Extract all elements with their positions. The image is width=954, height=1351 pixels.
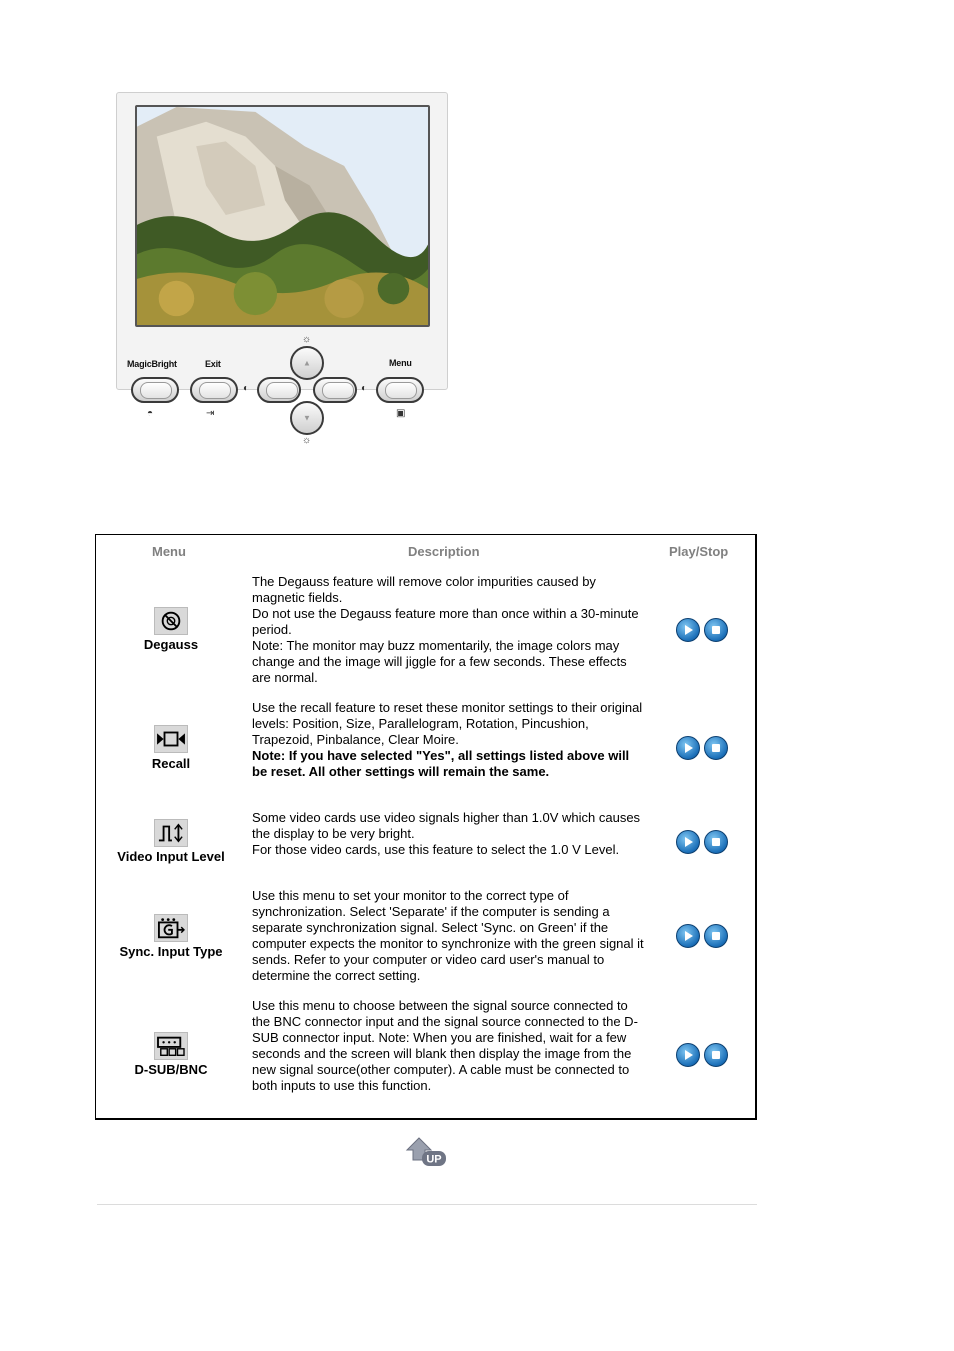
row-desc-recall: Use the recall feature to reset these monitor settings to their original levels: Position, Size, Parallelogram, Rotation, Pincushion, Trapezoid, Pinbalance, Clear Moire. Note: If you have selected "Yes", all settings listed above will be reset. All other settings will remain the same. [252, 700, 643, 779]
stop-button-dsub-bnc[interactable] [704, 1043, 728, 1067]
row-desc-degauss: The Degauss feature will remove color impurities caused by magnetic fields. Do not use the Degauss feature more than once within a 30-minute period. Note: The monitor may buzz momentarily, the image colors may change and the image will jiggle for a few seconds. These effects are normal. [252, 574, 639, 685]
recall-icon [154, 725, 188, 753]
stop-button-degauss[interactable] [704, 618, 728, 642]
exit-label: Exit [205, 359, 221, 369]
dsub-bnc-icon [154, 1032, 188, 1060]
horizontal-divider [97, 1204, 757, 1205]
row-name-dsub-bnc: D-SUB/BNC [134, 1062, 208, 1077]
video-input-level-icon [154, 819, 188, 847]
row-name-recall: Recall [151, 756, 191, 771]
header-menu: Menu [152, 544, 186, 559]
play-button-dsub-bnc[interactable] [676, 1043, 700, 1067]
monitor-screen-image [135, 105, 430, 327]
up-label: UP [426, 1153, 442, 1166]
row-desc-sync-input-type: Use this menu to set your monitor to the correct type of synchronization. Select 'Separate' if the computer is sending a separate synchronization signal. Select 'Sync. on Green' if the computer expects the monitor to synchronize with the green signal it sends. Refer to your computer or video card user's manual to determine the correct setting. [252, 888, 644, 983]
stop-button-video-input-level[interactable] [704, 830, 728, 854]
row-desc-video-input-level: Some video cards use video signals higher than 1.0V which causes the display to be very bright. For those video cards, use this feature to select the 1.0 V Level. [252, 810, 641, 857]
exit-icon: ⇥ [206, 408, 215, 419]
stop-button-sync-input-type[interactable] [704, 924, 728, 948]
play-button-sync-input-type[interactable] [676, 924, 700, 948]
up-triangle-icon: ▲ [303, 358, 311, 368]
right-button[interactable] [313, 377, 357, 403]
magicbright-label: MagicBright [127, 359, 177, 369]
header-description: Description [408, 544, 480, 559]
degauss-icon [154, 607, 188, 635]
menu-button[interactable] [376, 377, 424, 403]
down-button[interactable] [290, 401, 324, 435]
brightness-icon: ☼ [302, 334, 312, 345]
down-triangle-icon: ▼ [303, 413, 311, 423]
contrast-icon: ◐ [243, 383, 250, 394]
brightness-icon: ☼ [302, 435, 312, 446]
play-button-degauss[interactable] [676, 618, 700, 642]
header-play-stop: Play/Stop [669, 544, 729, 559]
contrast-icon: ◐ [361, 383, 368, 394]
back-to-top-up-icon[interactable] [405, 1136, 447, 1168]
row-name-sync-input-type: Sync. Input Type [119, 944, 223, 959]
exit-button[interactable] [190, 377, 238, 403]
row-name-degauss: Degauss [143, 637, 199, 652]
stop-button-recall[interactable] [704, 736, 728, 760]
left-button[interactable] [257, 377, 301, 403]
row-desc-dsub-bnc: Use this menu to choose between the signal source connected to the BNC connector input and the signal source connected to the D-SUB connector input. Note: When you are finished, wait for a few seconds and the screen will blank then display the image from the new signal source(other computer). A cable must be connected to both inputs to use this function. [252, 998, 638, 1093]
magicbright-icon: ◓ [147, 408, 154, 419]
menu-icon: ▣ [396, 408, 406, 419]
play-button-recall[interactable] [676, 736, 700, 760]
up-button[interactable] [290, 346, 324, 380]
play-button-video-input-level[interactable] [676, 830, 700, 854]
sync-input-type-icon [154, 914, 188, 942]
magicbright-button[interactable] [131, 377, 179, 403]
menu-label: Menu [389, 358, 412, 368]
row-name-video-input-level: Video Input Level [117, 849, 225, 864]
